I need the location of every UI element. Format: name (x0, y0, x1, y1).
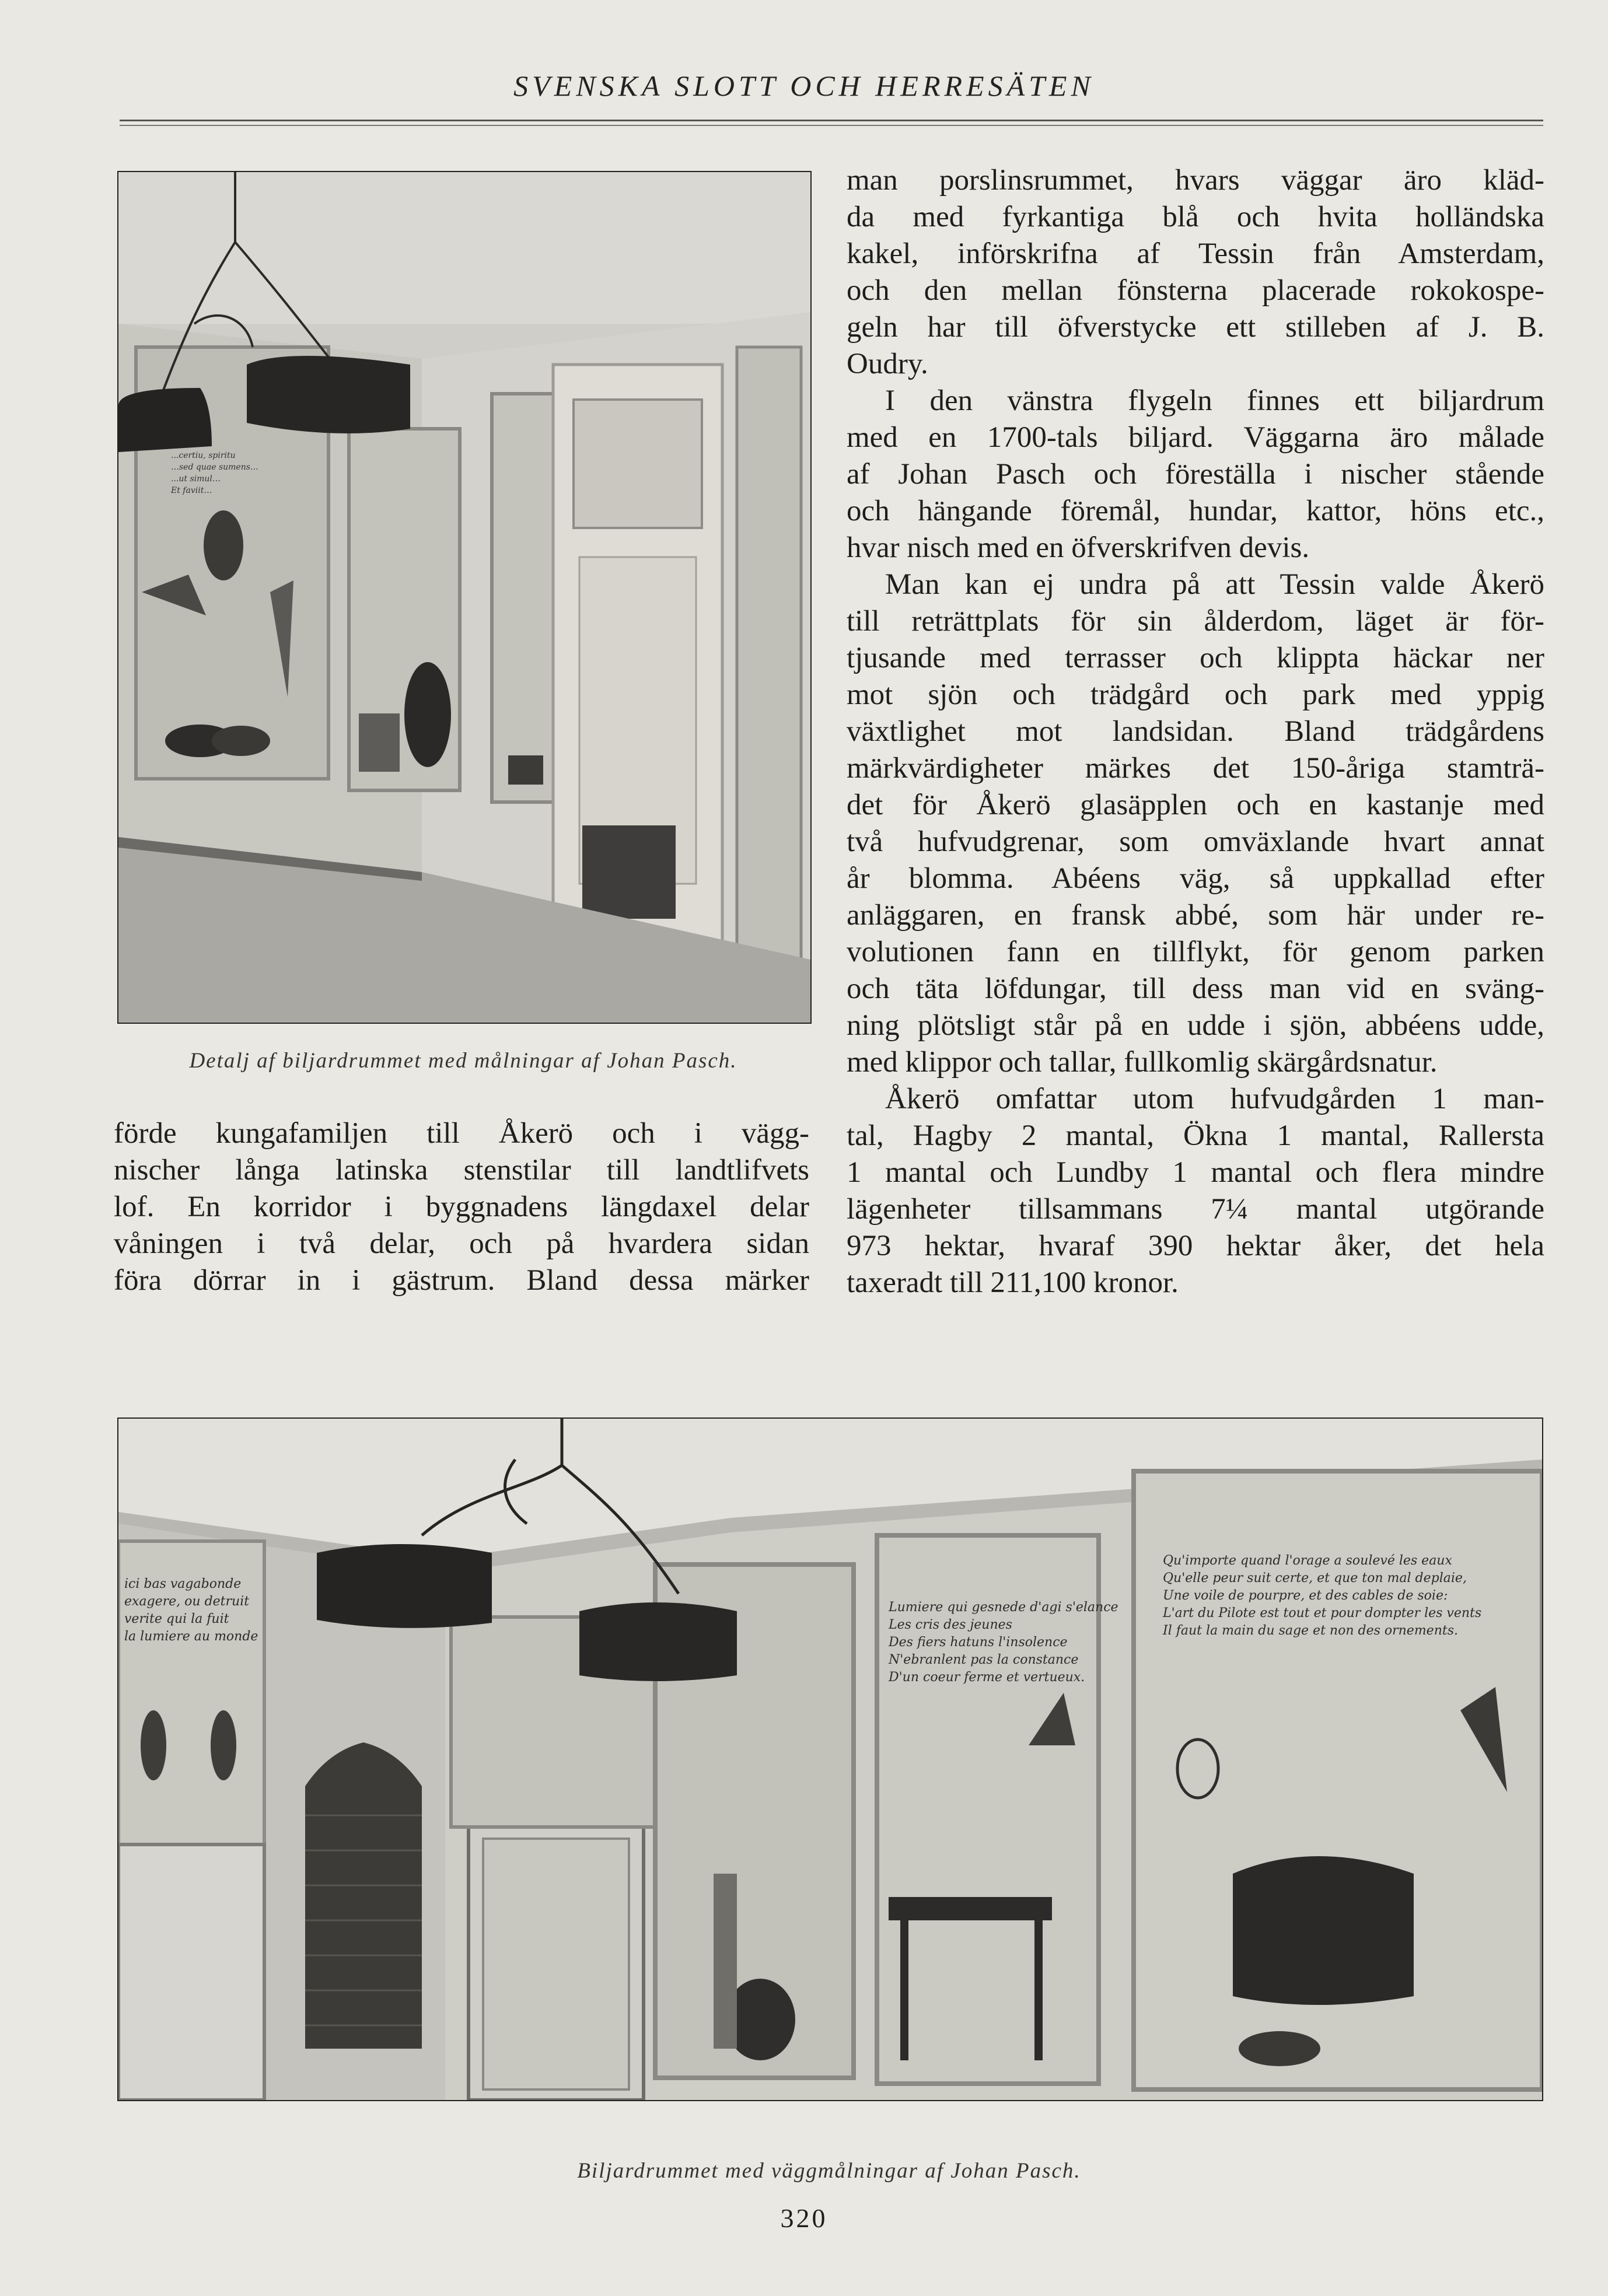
bottom-inscription-right-5: Il faut la main du sage et non des ornements. (1163, 1623, 1458, 1638)
text-line: förde kungafamiljen till Åkerö och i vägg- (114, 1117, 809, 1150)
text-line: lof. En korridor i byggnadens längdaxel delar (114, 1191, 809, 1223)
text-line: till reträttplats för sin ålderdom, läget är för- (847, 605, 1544, 638)
text-line: och täta löfdungar, till dess man vid en sväng- (847, 972, 1544, 1005)
bottom-inscription-right-3: Une voile de pourpre, et des cables de soie: (1163, 1588, 1448, 1603)
bottom-inscription-middle-5: D'un coeur ferme et vertueux. (889, 1670, 1085, 1685)
top-inscription-line-4: Et faviit… (171, 486, 212, 495)
text-line: mot sjön och trädgård och park med yppig (847, 678, 1544, 711)
page-number: 320 (780, 2203, 828, 2233)
paragraph-porcelain-room (847, 162, 1544, 383)
text-line: anläggaren, en fransk abbé, som här under re- (847, 899, 1544, 932)
photo-billiard-room-detail (117, 171, 812, 1024)
text-line: ning plötsligt står på en udde i sjön, abbéens udde, (847, 1009, 1544, 1042)
header-rule (120, 120, 1543, 121)
text-line: och den mellan fönsterna placerade rokokospe- (847, 274, 1544, 307)
text-line: hvar nisch med en öfverskrifven devis. (847, 531, 1310, 564)
paragraph-billiard-room (847, 383, 1544, 566)
right-column-text (847, 162, 1544, 1301)
bottom-inscription-right-1: Qu'importe quand l'orage a soulevé les eaux (1163, 1553, 1452, 1568)
text-line: da med fyrkantiga blå och hvita holländska (847, 201, 1544, 233)
photo-billiard-room-image (118, 1419, 1542, 2100)
text-line: med klippor och tallar, fullkomlig skärgårdsnatur. (847, 1046, 1438, 1079)
text-line: volutionen fann en tillflykt, för genom parken (847, 936, 1544, 968)
top-inscription-line-3: ...ut simul… (171, 474, 221, 484)
photo-billiard-room-detail-image (118, 172, 810, 1023)
text-line: 973 hektar, hvaraf 390 hektar åker, det hela (847, 1230, 1544, 1262)
bottom-inscription-middle-1: Lumiere qui gesnede d'agi s'elance (889, 1600, 1118, 1615)
text-line: tal, Hagby 2 mantal, Ökna 1 mantal, Rallersta (847, 1119, 1544, 1152)
left-column-text (114, 1115, 809, 1299)
text-line: nischer långa latinska stenstilar till landtlifvets (114, 1154, 809, 1186)
text-line: två hufvudgrenar, som omväxlande hvart annat (847, 825, 1544, 858)
text-line: märkvärdigheter märkes det 150-åriga stamträ- (847, 752, 1544, 785)
bottom-inscription-left-2: exagere, ou detruit (124, 1594, 250, 1609)
bottom-inscription-left-4: la lumiere au monde (124, 1629, 258, 1644)
bottom-inscription-middle-2: Les cris des jeunes (889, 1618, 1012, 1632)
caption-bottom-photo: Biljardrummet med väggmålningar af Johan Pasch. (577, 2159, 1081, 2183)
text-line: år blomma. Abéens väg, så uppkallad efter (847, 862, 1544, 895)
text-line: Man kan ej undra på att Tessin valde Åkerö (885, 568, 1544, 601)
text-line: med en 1700-tals biljard. Väggarna äro målade (847, 421, 1544, 454)
text-line: Åkerö omfattar utom hufvudgården 1 man- (885, 1083, 1544, 1115)
text-line: Oudry. (847, 348, 928, 380)
text-line: I den vänstra flygeln finnes ett biljardrum (885, 384, 1544, 417)
bottom-inscription-right-4: L'art du Pilote est tout et pour dompter les vents (1163, 1606, 1482, 1620)
bottom-inscription-left-1: ici bas vagabonde (124, 1577, 242, 1591)
photo-billiard-room (117, 1418, 1543, 2101)
text-line: taxeradt till 211,100 kronor. (847, 1266, 1179, 1299)
text-line: lägenheter tillsammans 7¼ mantal utgörande (847, 1193, 1544, 1226)
text-line: af Johan Pasch och föreställa i nischer stående (847, 458, 1544, 491)
top-inscription-line-1: ...certiu, spiritu (171, 451, 236, 460)
bottom-inscription-right-2: Qu'elle peur suit certe, et que ton mal deplaie, (1163, 1571, 1467, 1586)
text-line: geln har till öfverstycke ett stilleben af J. B. (847, 311, 1544, 344)
paragraph-estate (847, 1081, 1544, 1301)
text-line: kakel, införskrifna af Tessin från Amsterdam, (847, 237, 1544, 270)
paragraph-garden (847, 566, 1544, 1081)
top-inscription-line-2: …sed quae sumens… (171, 463, 258, 472)
bottom-inscription-middle-3: Des fiers hatuns l'insolence (889, 1635, 1068, 1650)
text-line: det för Åkerö glasäpplen och en kastanje med (847, 789, 1544, 821)
text-line: 1 mantal och Lundby 1 mantal och flera mindre (847, 1156, 1544, 1189)
bottom-inscription-middle-4: N'ebranlent pas la constance (889, 1653, 1079, 1667)
text-line: våningen i två delar, och på hvardera sidan (114, 1227, 809, 1260)
running-header: SVENSKA SLOTT OCH HERRESÄTEN (513, 69, 1095, 102)
text-line: och hängande föremål, hundar, kattor, höns etc., (847, 495, 1544, 527)
text-line: växtlighet mot landsidan. Bland trädgårdens (847, 715, 1544, 748)
text-line: tjusande med terrasser och klippta häckar ner (847, 642, 1544, 674)
text-line: man porslinsrummet, hvars väggar äro kläd- (847, 164, 1544, 197)
caption-top-photo: Detalj af biljardrummet med målningar af Johan Pasch. (189, 1049, 737, 1073)
bottom-inscription-left-3: verite qui la fuit (124, 1612, 229, 1626)
text-line: föra dörrar in i gästrum. Bland dessa märker (114, 1264, 809, 1297)
header-rule-thin (120, 125, 1543, 126)
